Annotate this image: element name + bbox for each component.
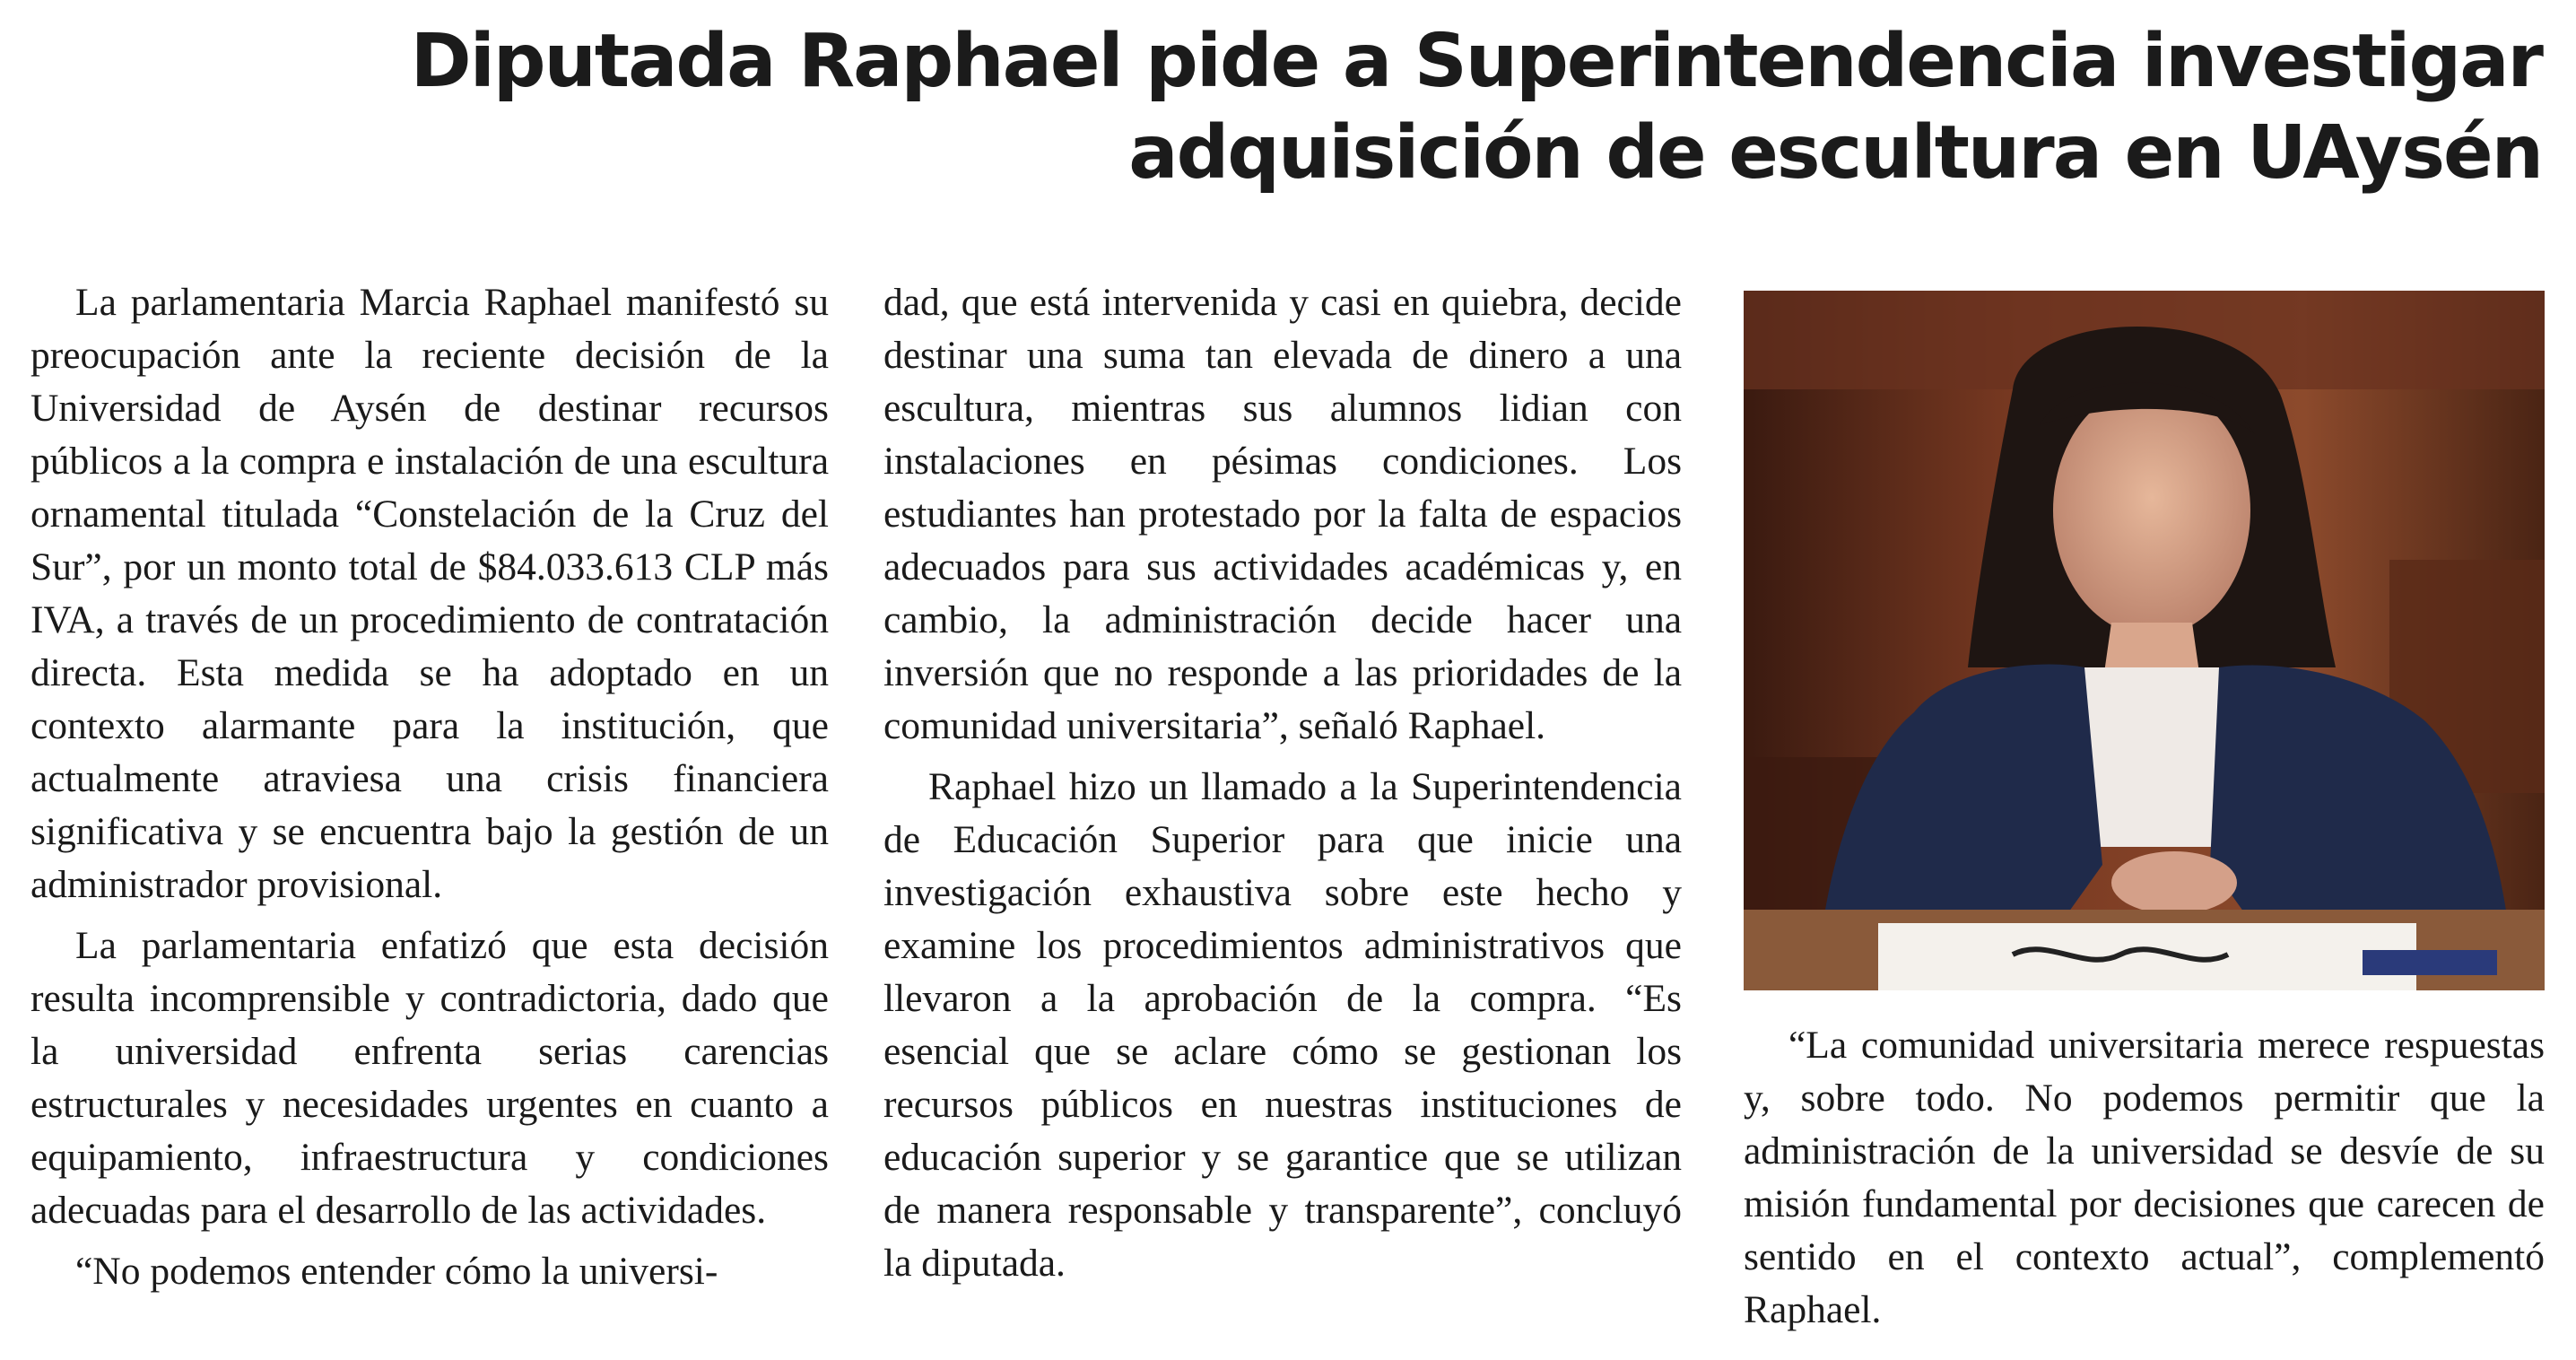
body-paragraph: dad, que está intervenida y casi en quiebra, decide destinar una suma tan elevada de dinero a una escultura, mientras sus alumnos lidian con instalaciones en pésimas condiciones. Los estudiantes han protestado por la falta de espacios adecuados para sus actividades académicas y, en cambio, la administración decide hacer una inversión que no responde a las prioridades de la comunidad universitaria”, señaló Raphael. [883,281,1682,747]
headline-line-1: Diputada Raphael pide a Superintendencia investigar [410,19,2542,104]
article-headline [108,16,2542,199]
body-paragraph: La parlamentaria enfatizó que esta decisión resulta incomprensible y contradictoria, dado que la universidad enfrenta serias carencias estructurales y necesidades urgentes en cuanto a equipamiento, infraestructura y condiciones adecuadas para el desarrollo de las actividades. [30,924,829,1232]
article-photo [1744,291,2545,990]
body-paragraph: La parlamentaria Marcia Raphael manifestó su preocupación ante la reciente decisión de la Universidad de Aysén de destinar recursos públicos a la compra e instalación de una escultura ornamental titulada “Constelación de la Cruz del Sur”, por un monto total de $84.033.613 CLP más IVA, a través de un procedimiento de contratación directa. Esta medida se ha adoptado en un contexto alarmante para la institución, que actualmente atraviesa una crisis financiera significativa y se encuentra bajo la gestión de un administrador provisional. [30,281,829,906]
article-column-2 [883,276,1682,1298]
headline-line-2: adquisición de escultura en UAysén [1128,110,2542,196]
article-column-3 [1744,1019,2545,1345]
portrait-illustration [1744,291,2545,990]
body-paragraph: “No podemos entender cómo la universi- [75,1250,718,1293]
body-paragraph: Raphael hizo un llamado a la Superintendencia de Educación Superior para que inicie una investigación exhaustiva sobre este hecho y examine los procedimientos administrativos que llevaron a la aprobación de la compra. “Es esencial que se aclare cómo se gestionan los recursos públicos en nuestras instituciones de educación superior y se garantice que se utilizan de manera responsable y transparente”, concluyó la diputada. [883,765,1682,1285]
body-paragraph: “La comunidad universitaria merece respuestas y, sobre todo. No podemos permitir que la administración de la universidad se desvíe de su misión fundamental por decisiones que carecen de sentido en el contexto actual”, complementó Raphael. [1744,1024,2545,1331]
article-column-1 [30,276,829,1306]
